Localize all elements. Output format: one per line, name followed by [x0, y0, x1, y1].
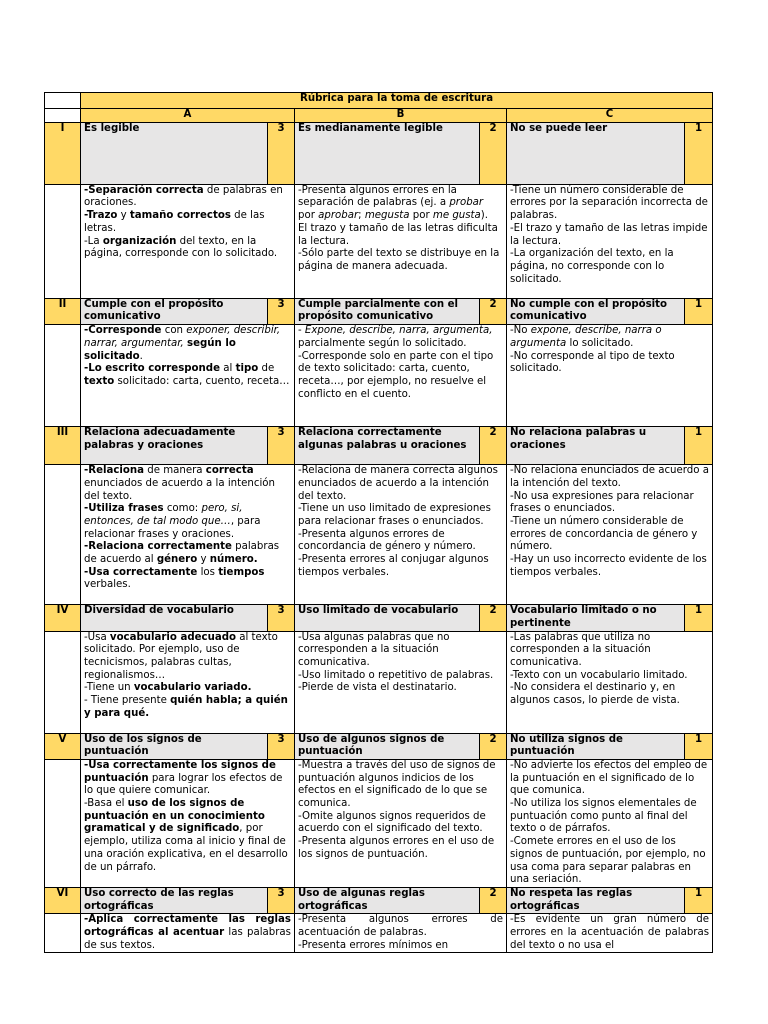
- row-number: III: [45, 427, 81, 465]
- text-run: los: [197, 566, 219, 578]
- blank-cell: [45, 631, 81, 733]
- text-run: -Usa correctamente los signos de puntuación: [84, 759, 276, 784]
- description-line: [510, 223, 709, 248]
- description-line: [84, 541, 291, 566]
- text-run: -Pierde de vista el destinatario.: [298, 682, 457, 694]
- criterion-points-c: 1: [685, 122, 713, 184]
- blank-cell: [45, 914, 81, 953]
- text-run: tamaño correctos: [129, 210, 231, 222]
- text-run: -Utiliza frases: [84, 503, 164, 515]
- criterion-row: [45, 887, 713, 913]
- description-b: [295, 325, 507, 427]
- criterion-title-b: Uso de algunas reglas ortográficas: [295, 887, 480, 913]
- text-run: y: [197, 554, 210, 566]
- text-run: de: [258, 363, 275, 375]
- description-a: [81, 325, 295, 427]
- text-run: , para relacionar frases y oraciones.: [84, 515, 261, 540]
- criterion-title-a: Es legible: [81, 122, 268, 184]
- description-a: [81, 465, 295, 605]
- text-run: .: [139, 350, 143, 362]
- text-run: -Hay un uso incorrecto evidente de los tiempos verbales.: [510, 554, 707, 578]
- criterion-title-a: Diversidad de vocabulario: [81, 605, 268, 631]
- rubric-table: [44, 92, 713, 953]
- criterion-points-b: 2: [480, 122, 507, 184]
- description-line: [510, 248, 709, 286]
- text-run: -El trazo y tamaño de las letras impide la lectura.: [510, 222, 708, 247]
- text-run: - Tiene presente: [84, 695, 171, 707]
- description-row: [45, 325, 713, 427]
- corner-cell: [45, 109, 81, 123]
- description-row: [45, 914, 713, 953]
- description-line: [298, 529, 503, 554]
- criterion-title-b: Es medianamente legible: [295, 122, 480, 184]
- text-run: El trazo y tamaño de las letras dificulta la lectura.: [298, 222, 498, 247]
- text-run: -Las palabras que utiliza no corresponden a la situación comunicativa.: [510, 631, 651, 668]
- text-run: -Texto con un vocabulario limitado.: [510, 669, 688, 681]
- criterion-title-c: Vocabulario limitado o no pertinente: [507, 605, 685, 631]
- text-run: -Tiene un número considerable de errores por la separación incorrecta de palabras.: [510, 184, 708, 222]
- description-line: [510, 185, 709, 223]
- description-line: [510, 516, 709, 554]
- text-run: -Lo escrito corresponde: [84, 363, 221, 375]
- text-run: -No corresponde al tipo de texto solicitado.: [510, 350, 675, 375]
- description-line: [298, 554, 503, 579]
- text-run: -Comete errores en el uso de los signos de puntuación, por ejemplo, no usa coma para separar palabras en una seriación.: [510, 836, 706, 886]
- description-line: [298, 465, 503, 503]
- text-run: solicitado: carta, cuento, receta…: [114, 375, 290, 387]
- text-run: -Usa algunas palabras que no corresponden a la situación comunicativa.: [298, 631, 450, 668]
- criterion-points-a: 3: [268, 122, 295, 184]
- description-b: [295, 631, 507, 733]
- criterion-points-b: 2: [480, 298, 507, 324]
- row-number: VI: [45, 887, 81, 913]
- text-run: correcta: [205, 465, 254, 477]
- description-line: [84, 325, 291, 363]
- text-run: -No advierte los efectos del empleo de la puntuación en el significado de lo que comunica.: [510, 759, 708, 797]
- criterion-row: [45, 733, 713, 759]
- criterion-points-a: 3: [268, 733, 295, 759]
- row-number: I: [45, 122, 81, 184]
- text-run: género: [156, 554, 198, 566]
- description-c: [507, 631, 713, 733]
- text-run: -Usa: [84, 631, 110, 643]
- text-run: exponer, describir, narrar, argumentar,: [84, 325, 281, 349]
- description-a: [81, 759, 295, 887]
- description-line: [84, 682, 291, 695]
- text-run: -Tiene un uso limitado de expresiones para relacionar frases o enunciados.: [298, 503, 491, 527]
- corner-cell: [45, 93, 81, 109]
- criterion-title-c: No cumple con el propósito comunicativo: [507, 298, 685, 324]
- description-line: [298, 503, 503, 528]
- description-c: [507, 184, 713, 298]
- description-line: [298, 632, 503, 670]
- criterion-title-b: Relaciona correctamente algunas palabras u oraciones: [295, 427, 480, 465]
- description-c: [507, 914, 713, 953]
- text-run: número.: [209, 554, 258, 566]
- text-run: enunciados de acuerdo a la intención del texto.: [84, 477, 275, 502]
- criterion-title-c: No respeta las reglas ortográficas: [507, 887, 685, 913]
- description-line: [510, 325, 709, 350]
- text-run: -Presenta errores mínimos en: [298, 939, 449, 951]
- description-line: [510, 760, 709, 798]
- text-run: -Separación correcta: [84, 184, 204, 196]
- text-run: de manera: [144, 465, 206, 477]
- description-line: [298, 248, 503, 273]
- criterion-title-c: No relaciona palabras u oraciones: [507, 427, 685, 465]
- text-run: tiempos: [218, 566, 265, 578]
- text-run: como:: [163, 503, 202, 515]
- text-run: vocabulario adecuado: [109, 631, 236, 643]
- criterion-points-c: 1: [685, 427, 713, 465]
- text-run: del texto, en la página, corresponde con lo solicitado.: [84, 235, 278, 260]
- description-line: [84, 798, 291, 874]
- text-run: según lo solicitado: [84, 337, 236, 362]
- text-run: -Tiene un: [84, 682, 134, 694]
- description-line: [298, 940, 503, 953]
- criterion-points-a: 3: [268, 605, 295, 631]
- text-run: -Corresponde: [84, 325, 162, 337]
- text-run: -Es evidente un gran número de errores en la acentuación de palabras del texto o no usa el: [510, 914, 710, 951]
- text-run: organización: [102, 235, 177, 247]
- description-b: [295, 914, 507, 953]
- text-run: al texto solicitado. Por ejemplo, uso de tecnicismos, palabras cultas, regionalismos…: [84, 631, 278, 681]
- description-line: [84, 363, 291, 388]
- text-run: ;: [358, 210, 365, 222]
- description-line: [510, 670, 709, 683]
- description-line: [298, 325, 503, 350]
- text-run: -Tiene un número considerable de errores de concordancia de género y número.: [510, 515, 698, 553]
- criterion-points-a: 3: [268, 427, 295, 465]
- description-line: [298, 836, 503, 861]
- text-run: -Presenta algunos errores en el uso de los signos de puntuación.: [298, 836, 495, 860]
- criterion-title-a: Relaciona adecuadamente palabras y oraciones: [81, 427, 268, 465]
- criterion-row: [45, 122, 713, 184]
- blank-cell: [45, 184, 81, 298]
- criterion-points-b: 2: [480, 605, 507, 631]
- text-run: -Trazo: [84, 210, 118, 222]
- description-line: [510, 351, 709, 376]
- text-run: -Sólo parte del texto se distribuye en la página de manera adecuada.: [298, 248, 500, 272]
- description-row: [45, 184, 713, 298]
- text-run: vocabulario variado.: [133, 682, 252, 694]
- text-run: -Basa el: [84, 798, 128, 810]
- description-a: [81, 631, 295, 733]
- description-line: [84, 210, 291, 235]
- description-c: [507, 759, 713, 887]
- text-run: -Presenta errores al conjugar algunos tiempos verbales.: [298, 554, 489, 578]
- description-b: [295, 184, 507, 298]
- description-c: [507, 325, 713, 427]
- text-run: me gusta: [432, 210, 481, 222]
- text-run: lo solicitado.: [566, 337, 634, 349]
- text-run: -No relaciona enunciados de acuerdo a la intención del texto.: [510, 465, 709, 489]
- criterion-title-a: Cumple con el propósito comunicativo: [81, 298, 268, 324]
- blank-cell: [45, 759, 81, 887]
- text-run: -Relaciona correctamente: [84, 541, 232, 553]
- text-run: ).: [480, 210, 489, 222]
- criterion-title-b: Uso de algunos signos de puntuación: [295, 733, 480, 759]
- criterion-title-a: Uso de los signos de puntuación: [81, 733, 268, 759]
- text-run: por: [298, 210, 319, 222]
- text-run: verbales.: [84, 579, 131, 591]
- row-number: II: [45, 298, 81, 324]
- text-run: pero, si, entonces, de tal modo que…: [84, 503, 243, 527]
- description-line: [84, 914, 291, 952]
- text-run: probar: [449, 197, 484, 209]
- text-run: aprobar: [318, 210, 359, 222]
- description-line: [510, 798, 709, 836]
- blank-cell: [45, 465, 81, 605]
- text-run: las palabras de sus textos.: [84, 927, 291, 951]
- text-run: -Corresponde solo en parte con el tipo de texto solicitado: carta, cuento, receta…, por ejemplo, no resuelve el conflicto en el cuento.: [298, 350, 494, 400]
- text-run: -Usa correctamente: [84, 566, 198, 578]
- column-header-a: A: [81, 109, 295, 123]
- text-run: -Presenta algunos errores de concordancia de género y número.: [298, 528, 476, 553]
- column-header-b: B: [295, 109, 507, 123]
- description-line: [84, 567, 291, 592]
- description-line: [298, 351, 503, 402]
- text-run: -La organización del texto, en la página, no corresponde con lo solicitado.: [510, 248, 674, 285]
- description-line: [84, 503, 291, 541]
- text-run: de palabras en oraciones.: [84, 184, 283, 209]
- text-run: quién habla; a quién y para qué.: [84, 695, 288, 719]
- rubric-title: Rúbrica para la toma de escritura: [81, 93, 713, 109]
- description-line: [510, 914, 709, 952]
- text-run: palabras de acuerdo al: [84, 541, 280, 566]
- text-run: -Muestra a través del uso de signos de puntuación algunos indicios de los efectos en el significado de lo que se comunica.: [298, 759, 496, 810]
- text-run: -Presenta algunos errores en la separación de palabras (ej. a: [298, 184, 457, 209]
- description-a: [81, 184, 295, 298]
- text-run: -No utiliza los signos elementales de puntuación como punto al final del texto o de párrafos.: [510, 798, 697, 835]
- description-line: [84, 760, 291, 798]
- text-run: , por ejemplo, utiliza coma al inicio y final de una oración explicativa, en el desarrollo de un párrafo.: [84, 823, 288, 873]
- text-run: con: [161, 325, 187, 337]
- description-b: [295, 759, 507, 887]
- text-run: y: [117, 210, 130, 222]
- text-run: por: [409, 210, 433, 222]
- description-row: [45, 631, 713, 733]
- criterion-row: [45, 427, 713, 465]
- description-line: [510, 491, 709, 516]
- text-run: texto: [84, 375, 115, 387]
- text-run: -Omite algunos signos requeridos de acuerdo con el significado del texto.: [298, 810, 486, 835]
- text-run: para lograr los efectos de lo que quiere comunicar.: [84, 772, 283, 797]
- text-run: -La: [84, 235, 103, 247]
- description-line: [84, 695, 291, 720]
- description-line: [84, 236, 291, 261]
- criterion-points-a: 3: [268, 887, 295, 913]
- description-line: [298, 914, 503, 939]
- description-line: [298, 223, 503, 248]
- description-line: [298, 185, 503, 223]
- description-b: [295, 465, 507, 605]
- criterion-points-a: 3: [268, 298, 295, 324]
- description-line: [298, 682, 503, 695]
- text-run: -No: [510, 325, 531, 337]
- description-row: [45, 759, 713, 887]
- criterion-points-c: 1: [685, 605, 713, 631]
- text-run: megusta: [364, 210, 410, 222]
- text-run: -Uso limitado o repetitivo de palabras.: [298, 669, 494, 681]
- text-run: -: [298, 325, 305, 337]
- column-header-c: C: [507, 109, 713, 123]
- criterion-points-c: 1: [685, 887, 713, 913]
- row-number: V: [45, 733, 81, 759]
- criterion-points-c: 1: [685, 733, 713, 759]
- description-line: [510, 682, 709, 707]
- description-line: [510, 836, 709, 887]
- text-run: -Relaciona: [84, 465, 145, 477]
- description-line: [510, 554, 709, 579]
- criterion-title-b: Cumple parcialmente con el propósito comunicativo: [295, 298, 480, 324]
- criterion-points-b: 2: [480, 887, 507, 913]
- text-run: tipo: [235, 363, 259, 375]
- description-c: [507, 465, 713, 605]
- text-run: -No usa expresiones para relacionar frases o enunciados.: [510, 490, 694, 515]
- criterion-title-c: No se puede leer: [507, 122, 685, 184]
- description-line: [84, 465, 291, 503]
- text-run: Expone, describe, narra, argumenta,: [304, 325, 493, 337]
- text-run: -Aplica correctamente las reglas ortográficas al acentuar: [84, 914, 291, 939]
- text-run: parcialmente según lo solicitado.: [298, 337, 467, 349]
- description-row: [45, 465, 713, 605]
- row-number: IV: [45, 605, 81, 631]
- text-run: -Presenta algunos errores de acentuación de palabras.: [298, 914, 503, 939]
- text-run: -No considera el destinario y, en algunos casos, lo pierde de vista.: [510, 682, 680, 707]
- blank-cell: [45, 325, 81, 427]
- criterion-points-c: 1: [685, 298, 713, 324]
- text-run: de las letras.: [84, 210, 265, 234]
- text-run: uso de los signos de puntuación en un conocimiento gramatical y de significado: [84, 798, 265, 835]
- criterion-row: [45, 605, 713, 631]
- description-a: [81, 914, 295, 953]
- text-run: al: [220, 363, 236, 375]
- text-run: -Relaciona de manera correcta algunos enunciados de acuerdo a la intención del texto.: [298, 465, 498, 502]
- description-line: [298, 670, 503, 683]
- criterion-points-b: 2: [480, 733, 507, 759]
- criterion-title-c: No utiliza signos de puntuación: [507, 733, 685, 759]
- description-line: [298, 760, 503, 811]
- description-line: [510, 632, 709, 670]
- criterion-title-b: Uso limitado de vocabulario: [295, 605, 480, 631]
- criterion-title-a: Uso correcto de las reglas ortográficas: [81, 887, 268, 913]
- criterion-row: [45, 298, 713, 324]
- criterion-points-b: 2: [480, 427, 507, 465]
- description-line: [84, 185, 291, 210]
- description-line: [510, 465, 709, 490]
- description-line: [298, 811, 503, 836]
- description-line: [84, 632, 291, 683]
- text-run: expone, describe, narra o argumenta: [510, 325, 662, 349]
